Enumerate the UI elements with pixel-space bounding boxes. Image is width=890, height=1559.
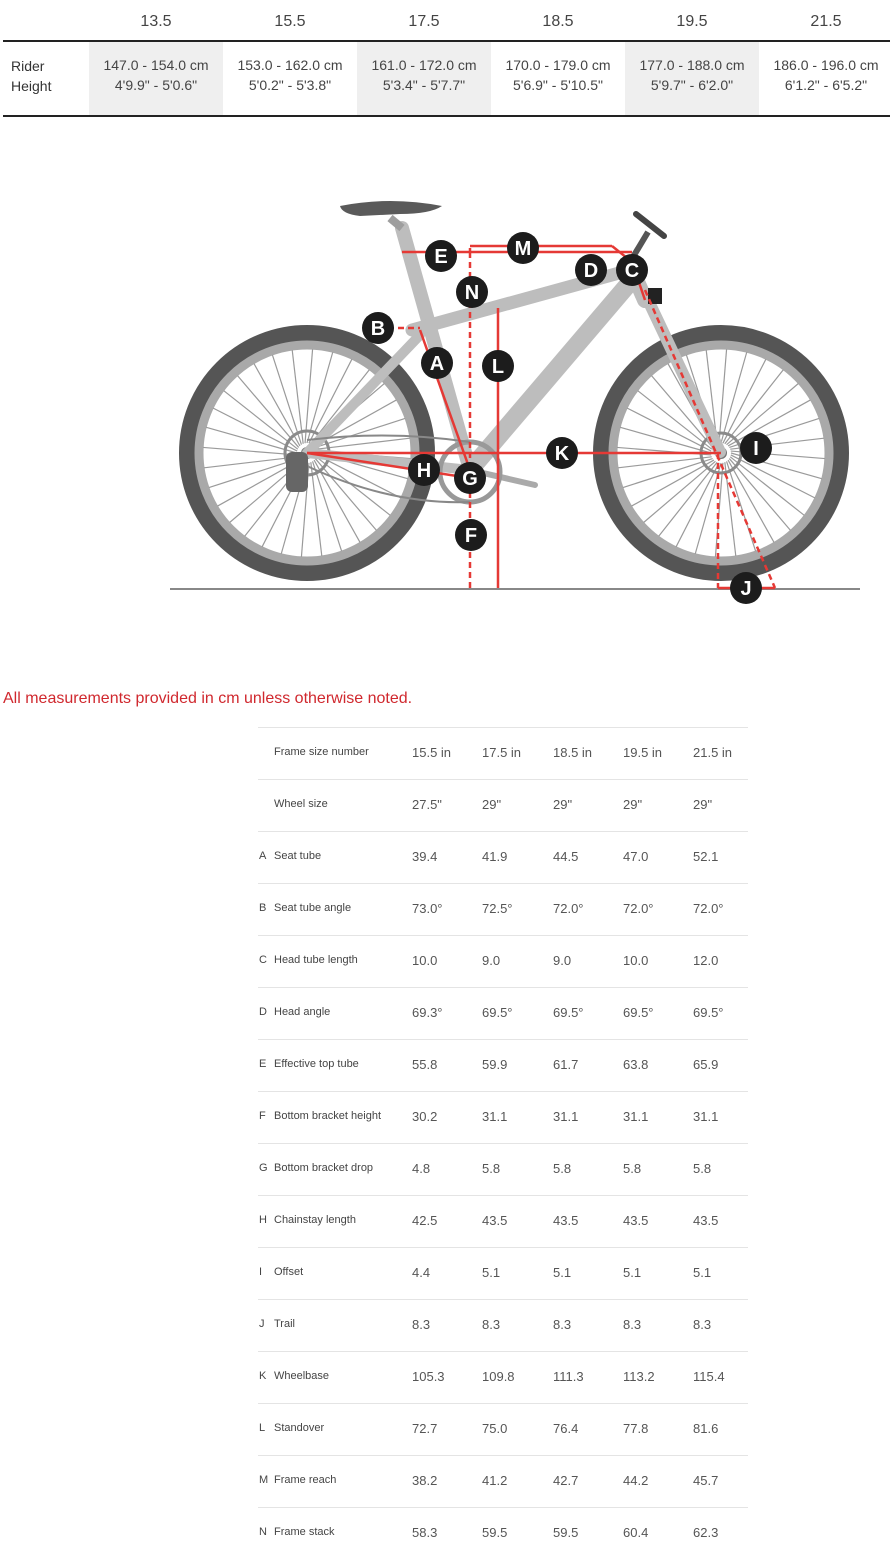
row-value: 5.8 — [623, 1161, 642, 1176]
size-label: 21.5 — [810, 13, 842, 30]
seatpost — [390, 218, 402, 228]
svg-text:E: E — [434, 246, 448, 268]
table-row — [258, 935, 748, 987]
row-value: 15.5 in — [412, 745, 452, 760]
row-label: Head angle — [274, 1006, 331, 1018]
row-value: 8.3 — [553, 1317, 572, 1332]
row-label: Bottom bracket drop — [274, 1162, 374, 1174]
svg-text:L: L — [491, 356, 505, 378]
row-value: 31.1 — [623, 1109, 649, 1124]
row-letter: E — [259, 1058, 267, 1070]
rider-height-cell — [223, 42, 357, 115]
marker-k — [546, 437, 578, 469]
row-value: 76.4 — [553, 1421, 579, 1436]
svg-text:B: B — [370, 318, 386, 340]
row-value: 72.0° — [623, 901, 654, 916]
spoke — [292, 350, 303, 444]
row-value: 111.3 — [553, 1369, 584, 1384]
row-value: 61.7 — [553, 1057, 579, 1072]
row-value: 69.5° — [482, 1005, 513, 1020]
row-value: 29" — [553, 797, 573, 812]
row-value: 8.3 — [412, 1317, 431, 1332]
marker-c — [616, 254, 648, 286]
spoke — [213, 408, 297, 451]
table-row — [258, 1247, 748, 1299]
row-label: Standover — [274, 1422, 325, 1434]
row-value: 17.5 in — [482, 745, 522, 760]
row-value: 29" — [482, 797, 502, 812]
marker-l — [482, 350, 514, 382]
row-value: 8.3 — [623, 1317, 642, 1332]
row-value: 41.9 — [482, 849, 508, 864]
row-value: 55.8 — [412, 1057, 438, 1072]
row-value: 77.8 — [623, 1421, 649, 1436]
row-label: Seat tube — [274, 850, 322, 862]
row-value: 5.1 — [693, 1265, 712, 1280]
row-label: Wheelbase — [274, 1370, 330, 1382]
height-ft: 5'3.4" - 5'7.7" — [382, 77, 466, 93]
row-letter: F — [259, 1110, 266, 1122]
row-value: 9.0 — [553, 953, 572, 968]
table-row — [258, 883, 748, 935]
row-letter: B — [259, 902, 267, 914]
height-cm: 186.0 - 196.0 cm — [773, 57, 879, 73]
table-row — [258, 1351, 748, 1403]
row-label: Frame size number — [274, 746, 369, 758]
spoke — [209, 459, 299, 488]
row-value: 72.5° — [482, 901, 513, 916]
svg-text:H: H — [416, 460, 432, 482]
table-row — [258, 1403, 748, 1455]
row-value: 69.3° — [412, 1005, 443, 1020]
size-header-row — [0, 0, 890, 40]
row-value: 31.1 — [482, 1109, 508, 1124]
table-row — [258, 1195, 748, 1247]
row-value: 29" — [693, 797, 713, 812]
row-value: 5.8 — [553, 1161, 572, 1176]
handlebar — [636, 214, 664, 236]
table-row — [258, 1091, 748, 1143]
row-value: 81.6 — [693, 1421, 719, 1436]
row-value: 41.2 — [482, 1473, 508, 1488]
bike-geometry-diagram — [0, 150, 890, 620]
row-letter: D — [259, 1006, 267, 1018]
spoke — [316, 438, 410, 449]
row-value: 58.3 — [412, 1525, 438, 1540]
row-value: 8.3 — [693, 1317, 712, 1332]
row-value: 31.1 — [693, 1109, 719, 1124]
row-value: 44.5 — [553, 849, 579, 864]
row-label: Head tube length — [274, 954, 358, 966]
height-cm: 177.0 - 188.0 cm — [639, 57, 745, 73]
table-row — [258, 1299, 748, 1351]
table-row — [258, 1455, 748, 1507]
marker-m — [507, 232, 539, 264]
row-value: 19.5 in — [623, 745, 663, 760]
table-row — [258, 727, 748, 779]
saddle — [340, 201, 442, 216]
row-value: 10.0 — [412, 953, 438, 968]
size-label: 13.5 — [140, 13, 172, 30]
row-label: Frame stack — [274, 1526, 335, 1538]
row-value: 43.5 — [482, 1213, 508, 1228]
row-value: 72.7 — [412, 1421, 438, 1436]
height-ft: 6'1.2" - 6'5.2" — [784, 77, 868, 93]
height-ft: 5'0.2" - 5'3.8" — [248, 77, 332, 93]
row-label: Seat tube angle — [274, 902, 352, 914]
spoke — [623, 459, 713, 488]
spoke — [727, 461, 756, 551]
svg-text:G: G — [462, 468, 478, 490]
svg-text:N: N — [464, 282, 480, 304]
row-letter: I — [259, 1266, 263, 1278]
table-row — [258, 987, 748, 1039]
row-value: 43.5 — [693, 1213, 719, 1228]
marker-h — [408, 454, 440, 486]
row-value: 30.2 — [412, 1109, 438, 1124]
row-value: 5.1 — [623, 1265, 642, 1280]
svg-text:M: M — [514, 238, 532, 260]
row-value: 69.5° — [693, 1005, 724, 1020]
row-value: 10.0 — [623, 953, 649, 968]
rider-height-label — [11, 56, 51, 96]
row-letter: H — [259, 1214, 267, 1226]
marker-f — [455, 519, 487, 551]
row-label: Trail — [274, 1318, 295, 1330]
size-label: 15.5 — [274, 13, 306, 30]
svg-text:J: J — [740, 578, 752, 600]
spoke — [728, 400, 810, 446]
row-value: 27.5" — [412, 797, 442, 812]
svg-text:I: I — [753, 438, 759, 460]
row-label: Offset — [274, 1266, 304, 1278]
height-ft: 5'6.9" - 5'10.5" — [512, 77, 603, 93]
row-value: 109.8 — [482, 1369, 515, 1384]
spoke — [731, 455, 815, 498]
height-ft: 5'9.7" - 6'2.0" — [650, 77, 734, 93]
row-letter: L — [259, 1422, 266, 1434]
row-value: 72.0° — [693, 901, 724, 916]
measurement-note: All measurements provided in cm unless otherwise noted. — [3, 690, 413, 707]
rider-label-line1: Rider — [11, 58, 45, 74]
row-value: 5.1 — [482, 1265, 501, 1280]
row-value: 38.2 — [412, 1473, 438, 1488]
row-value: 62.3 — [693, 1525, 719, 1540]
svg-text:K: K — [554, 443, 570, 465]
spoke — [204, 457, 298, 468]
row-letter: A — [259, 850, 267, 862]
row-value: 73.0° — [412, 901, 443, 916]
row-value: 105.3 — [412, 1369, 445, 1384]
row-label: Bottom bracket height — [274, 1110, 382, 1122]
row-value: 59.5 — [482, 1525, 508, 1540]
rider-height-cell — [357, 42, 491, 115]
row-value: 29" — [623, 797, 643, 812]
rider-height-cell — [491, 42, 625, 115]
row-value: 8.3 — [482, 1317, 501, 1332]
row-label: Wheel size — [274, 798, 328, 810]
rider-height-cell — [89, 42, 223, 115]
row-value: 63.8 — [623, 1057, 649, 1072]
marker-a — [421, 347, 453, 379]
spoke — [272, 355, 301, 445]
row-value: 18.5 in — [553, 745, 593, 760]
row-value: 9.0 — [482, 953, 501, 968]
table-row — [258, 1143, 748, 1195]
spoke — [723, 359, 766, 443]
marker-n — [456, 276, 488, 308]
row-letter: N — [259, 1526, 267, 1538]
spoke — [254, 364, 300, 446]
row-value: 60.4 — [623, 1525, 649, 1540]
table-row — [258, 1039, 748, 1091]
row-value: 44.2 — [623, 1473, 649, 1488]
row-value: 39.4 — [412, 849, 438, 864]
row-value: 59.5 — [553, 1525, 579, 1540]
svg-text:C: C — [624, 260, 640, 282]
height-cm: 170.0 - 179.0 cm — [505, 57, 611, 73]
marker-g — [454, 462, 486, 494]
row-letter: K — [259, 1370, 267, 1382]
svg-text:A: A — [429, 353, 445, 375]
row-value: 52.1 — [693, 849, 719, 864]
row-value: 5.8 — [693, 1161, 712, 1176]
row-value: 5.8 — [482, 1161, 501, 1176]
row-value: 31.1 — [553, 1109, 579, 1124]
rider-divider — [3, 115, 890, 117]
row-value: 72.0° — [553, 901, 584, 916]
row-letter: M — [259, 1474, 269, 1486]
row-value: 42.5 — [412, 1213, 438, 1228]
rider-label-line2: Height — [11, 78, 52, 94]
marker-b — [362, 312, 394, 344]
marker-j — [730, 572, 762, 604]
svg-text:F: F — [464, 525, 478, 547]
table-row — [258, 831, 748, 883]
row-value: 45.7 — [693, 1473, 719, 1488]
spoke — [632, 460, 714, 506]
svg-text:D: D — [583, 260, 599, 282]
row-value: 12.0 — [693, 953, 719, 968]
geometry-table — [258, 727, 748, 1559]
spoke — [311, 462, 322, 556]
row-letter: C — [259, 954, 267, 966]
row-letter: G — [259, 1162, 268, 1174]
marker-i — [740, 432, 772, 464]
marker-d — [575, 254, 607, 286]
height-cm: 153.0 - 162.0 cm — [237, 57, 343, 73]
rear-derailleur — [286, 452, 308, 492]
size-label: 19.5 — [676, 13, 708, 30]
row-label: Effective top tube — [274, 1058, 359, 1070]
spoke — [676, 463, 719, 547]
row-value: 43.5 — [553, 1213, 579, 1228]
height-cm: 147.0 - 154.0 cm — [103, 57, 209, 73]
row-value: 59.9 — [482, 1057, 508, 1072]
row-value: 69.5° — [553, 1005, 584, 1020]
rider-height-cell — [625, 42, 759, 115]
size-label: 17.5 — [408, 13, 440, 30]
row-value: 75.0 — [482, 1421, 508, 1436]
spoke — [618, 457, 712, 468]
row-value: 115.4 — [693, 1369, 725, 1384]
rider-height-cell — [759, 42, 890, 115]
row-letter: J — [259, 1318, 265, 1330]
row-label: Frame reach — [274, 1474, 337, 1486]
row-value: 113.2 — [623, 1369, 655, 1384]
height-ft: 4'9.9" - 5'0.6" — [114, 77, 198, 93]
row-value: 69.5° — [623, 1005, 654, 1020]
row-value: 4.4 — [412, 1265, 431, 1280]
table-row — [258, 1507, 748, 1559]
rider-height-row — [3, 42, 890, 115]
size-label: 18.5 — [542, 13, 574, 30]
row-value: 4.8 — [412, 1161, 431, 1176]
height-cm: 161.0 - 172.0 cm — [371, 57, 477, 73]
row-value: 47.0 — [623, 849, 649, 864]
table-row — [258, 779, 748, 831]
row-value: 65.9 — [693, 1057, 719, 1072]
row-value: 42.7 — [553, 1473, 579, 1488]
row-label: Chainstay length — [274, 1214, 356, 1226]
row-value: 43.5 — [623, 1213, 649, 1228]
row-value: 5.1 — [553, 1265, 572, 1280]
row-value: 21.5 in — [693, 745, 733, 760]
marker-e — [425, 240, 457, 272]
